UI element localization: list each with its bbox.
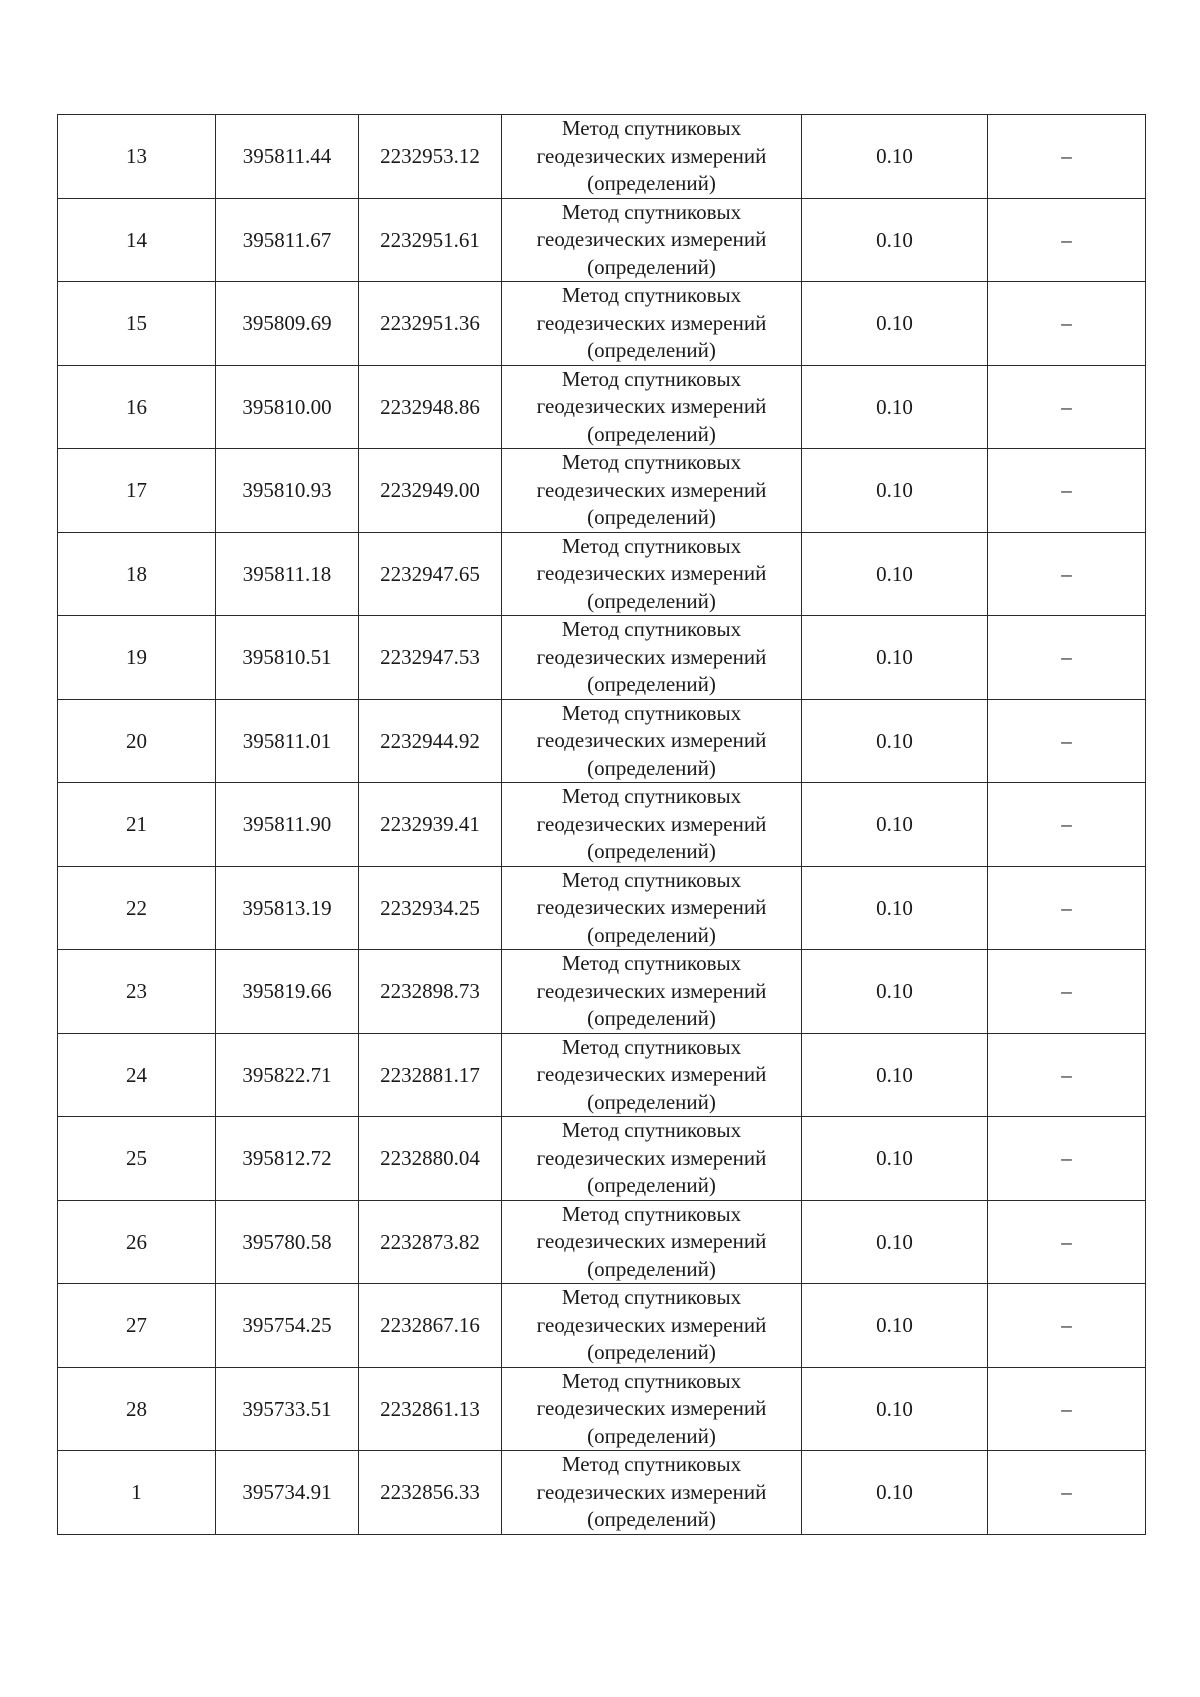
method-line: Метод спутниковых	[561, 116, 742, 140]
method-line: Метод спутниковых	[561, 1368, 742, 1393]
y-coordinate-cell: 2232947.53	[359, 616, 502, 700]
method-line: геодезических измерений	[536, 227, 767, 251]
y-coordinate-cell: 2232948.86	[359, 365, 502, 449]
y-coordinate-cell: 2232867.16	[359, 1284, 502, 1368]
method-line: (определений)	[587, 922, 716, 947]
x-coordinate-cell: 395780.58	[216, 1200, 359, 1284]
x-coordinate-cell: 395811.44	[216, 115, 359, 199]
method-line: геодезических измерений	[536, 978, 767, 1003]
method-line: геодезических измерений	[536, 811, 767, 836]
method-line: (определений)	[587, 1089, 716, 1114]
x-coordinate-cell: 395811.67	[216, 198, 359, 282]
method-line: (определений)	[587, 1256, 716, 1281]
point-number-cell: 15	[58, 282, 216, 366]
accuracy-cell: 0.10	[802, 282, 988, 366]
method-line: геодезических измерений	[536, 1479, 767, 1504]
y-coordinate-cell: 2232939.41	[359, 783, 502, 867]
method-line: Метод спутниковых	[561, 1452, 742, 1476]
table-row	[58, 198, 1146, 282]
method-line: Метод спутниковых	[561, 533, 742, 558]
x-coordinate-cell: 395811.90	[216, 783, 359, 867]
method-line: геодезических измерений	[536, 1145, 767, 1170]
description-cell: –	[988, 866, 1146, 950]
point-number-cell: 1	[58, 1451, 216, 1535]
method-cell	[502, 1033, 802, 1117]
y-coordinate-cell: 2232934.25	[359, 866, 502, 950]
point-number-cell: 14	[58, 198, 216, 282]
description-cell: –	[988, 783, 1146, 867]
method-line: Метод спутниковых	[561, 450, 742, 474]
x-coordinate-cell: 395811.18	[216, 532, 359, 616]
method-cell	[502, 532, 802, 616]
accuracy-cell: 0.10	[802, 616, 988, 700]
point-number-cell: 27	[58, 1284, 216, 1368]
table-row	[58, 532, 1146, 616]
method-line: геодезических измерений	[536, 644, 767, 669]
method-line: геодезических измерений	[536, 310, 767, 335]
table-row	[58, 616, 1146, 700]
table-row	[58, 115, 1146, 199]
description-cell: –	[988, 1117, 1146, 1201]
method-line: Метод спутниковых	[561, 617, 742, 641]
description-cell: –	[988, 1451, 1146, 1535]
coordinates-table-body	[58, 115, 1146, 1535]
table-row	[58, 1033, 1146, 1117]
table-row	[58, 699, 1146, 783]
method-cell	[502, 1117, 802, 1201]
x-coordinate-cell: 395733.51	[216, 1367, 359, 1451]
point-number-cell: 19	[58, 616, 216, 700]
point-number-cell: 20	[58, 699, 216, 783]
point-number-cell: 17	[58, 449, 216, 533]
method-line: (определений)	[587, 505, 716, 529]
accuracy-cell: 0.10	[802, 1117, 988, 1201]
method-line: (определений)	[587, 421, 716, 446]
method-line: Метод спутниковых	[561, 366, 742, 391]
table-row	[58, 1200, 1146, 1284]
method-cell	[502, 616, 802, 700]
method-cell	[502, 198, 802, 282]
method-line: (определений)	[587, 1507, 716, 1531]
method-line: Метод спутниковых	[561, 951, 742, 975]
accuracy-cell: 0.10	[802, 866, 988, 950]
method-cell	[502, 1451, 802, 1535]
accuracy-cell: 0.10	[802, 950, 988, 1034]
table-row	[58, 365, 1146, 449]
method-line: (определений)	[587, 1006, 716, 1030]
method-line: (определений)	[587, 839, 716, 863]
description-cell: –	[988, 1367, 1146, 1451]
x-coordinate-cell: 395810.00	[216, 365, 359, 449]
method-line: геодезических измерений	[536, 1396, 767, 1420]
description-cell: –	[988, 1284, 1146, 1368]
accuracy-cell: 0.10	[802, 115, 988, 199]
table-row	[58, 866, 1146, 950]
method-line: геодезических измерений	[536, 394, 767, 418]
table-row	[58, 783, 1146, 867]
method-line: (определений)	[587, 755, 716, 780]
description-cell: –	[988, 616, 1146, 700]
point-number-cell: 22	[58, 866, 216, 950]
table-row	[58, 449, 1146, 533]
point-number-cell: 26	[58, 1200, 216, 1284]
method-cell	[502, 1200, 802, 1284]
y-coordinate-cell: 2232953.12	[359, 115, 502, 199]
x-coordinate-cell: 395811.01	[216, 699, 359, 783]
y-coordinate-cell: 2232880.04	[359, 1117, 502, 1201]
method-cell	[502, 866, 802, 950]
accuracy-cell: 0.10	[802, 783, 988, 867]
y-coordinate-cell: 2232947.65	[359, 532, 502, 616]
table-row	[58, 1451, 1146, 1535]
point-number-cell: 25	[58, 1117, 216, 1201]
y-coordinate-cell: 2232856.33	[359, 1451, 502, 1535]
description-cell: –	[988, 1033, 1146, 1117]
y-coordinate-cell: 2232944.92	[359, 699, 502, 783]
point-number-cell: 18	[58, 532, 216, 616]
table-row	[58, 1117, 1146, 1201]
method-line: Метод спутниковых	[561, 199, 742, 224]
method-cell	[502, 449, 802, 533]
method-line: геодезических измерений	[536, 1062, 767, 1086]
x-coordinate-cell: 395813.19	[216, 866, 359, 950]
method-line: геодезических измерений	[536, 561, 767, 585]
point-number-cell: 24	[58, 1033, 216, 1117]
description-cell: –	[988, 198, 1146, 282]
point-number-cell: 21	[58, 783, 216, 867]
method-line: Метод спутниковых	[561, 1118, 742, 1142]
method-cell	[502, 115, 802, 199]
point-number-cell: 28	[58, 1367, 216, 1451]
method-line: (определений)	[587, 1173, 716, 1197]
description-cell: –	[988, 365, 1146, 449]
description-cell: –	[988, 449, 1146, 533]
method-cell	[502, 699, 802, 783]
accuracy-cell: 0.10	[802, 532, 988, 616]
point-number-cell: 23	[58, 950, 216, 1034]
method-line: Метод спутниковых	[561, 1034, 742, 1059]
method-line: (определений)	[587, 254, 716, 279]
x-coordinate-cell: 395819.66	[216, 950, 359, 1034]
method-cell	[502, 783, 802, 867]
accuracy-cell: 0.10	[802, 198, 988, 282]
accuracy-cell: 0.10	[802, 449, 988, 533]
method-line: Метод спутниковых	[561, 1201, 742, 1226]
description-cell: –	[988, 1200, 1146, 1284]
method-cell	[502, 950, 802, 1034]
table-row	[58, 1284, 1146, 1368]
y-coordinate-cell: 2232949.00	[359, 449, 502, 533]
coordinates-table	[57, 114, 1146, 1535]
y-coordinate-cell: 2232898.73	[359, 950, 502, 1034]
method-cell	[502, 365, 802, 449]
method-cell	[502, 282, 802, 366]
method-line: Метод спутниковых	[561, 867, 742, 892]
x-coordinate-cell: 395809.69	[216, 282, 359, 366]
method-line: геодезических измерений	[536, 1312, 767, 1337]
description-cell: –	[988, 282, 1146, 366]
y-coordinate-cell: 2232873.82	[359, 1200, 502, 1284]
method-line: Метод спутниковых	[561, 283, 742, 307]
y-coordinate-cell: 2232881.17	[359, 1033, 502, 1117]
x-coordinate-cell: 395734.91	[216, 1451, 359, 1535]
description-cell: –	[988, 950, 1146, 1034]
point-number-cell: 16	[58, 365, 216, 449]
method-line: (определений)	[587, 672, 716, 696]
method-line: геодезических измерений	[536, 477, 767, 502]
method-line: геодезических измерений	[536, 143, 767, 168]
accuracy-cell: 0.10	[802, 1284, 988, 1368]
x-coordinate-cell: 395810.51	[216, 616, 359, 700]
method-line: Метод спутниковых	[561, 784, 742, 808]
method-line: (определений)	[587, 1340, 716, 1364]
y-coordinate-cell: 2232861.13	[359, 1367, 502, 1451]
description-cell: –	[988, 699, 1146, 783]
accuracy-cell: 0.10	[802, 1451, 988, 1535]
table-row	[58, 282, 1146, 366]
table-row	[58, 950, 1146, 1034]
method-line: геодезических измерений	[536, 895, 767, 919]
method-line: геодезических измерений	[536, 728, 767, 752]
y-coordinate-cell: 2232951.36	[359, 282, 502, 366]
method-line: (определений)	[587, 1423, 716, 1448]
x-coordinate-cell: 395822.71	[216, 1033, 359, 1117]
accuracy-cell: 0.10	[802, 365, 988, 449]
x-coordinate-cell: 395810.93	[216, 449, 359, 533]
accuracy-cell: 0.10	[802, 1200, 988, 1284]
table-row	[58, 1367, 1146, 1451]
x-coordinate-cell: 395754.25	[216, 1284, 359, 1368]
y-coordinate-cell: 2232951.61	[359, 198, 502, 282]
accuracy-cell: 0.10	[802, 699, 988, 783]
accuracy-cell: 0.10	[802, 1367, 988, 1451]
method-line: Метод спутниковых	[561, 1285, 742, 1309]
method-line: Метод спутниковых	[561, 700, 742, 725]
x-coordinate-cell: 395812.72	[216, 1117, 359, 1201]
method-cell	[502, 1367, 802, 1451]
description-cell: –	[988, 115, 1146, 199]
method-line: (определений)	[587, 171, 716, 195]
point-number-cell: 13	[58, 115, 216, 199]
accuracy-cell: 0.10	[802, 1033, 988, 1117]
method-line: (определений)	[587, 338, 716, 362]
method-line: геодезических измерений	[536, 1229, 767, 1253]
method-cell	[502, 1284, 802, 1368]
description-cell: –	[988, 532, 1146, 616]
method-line: (определений)	[587, 588, 716, 613]
